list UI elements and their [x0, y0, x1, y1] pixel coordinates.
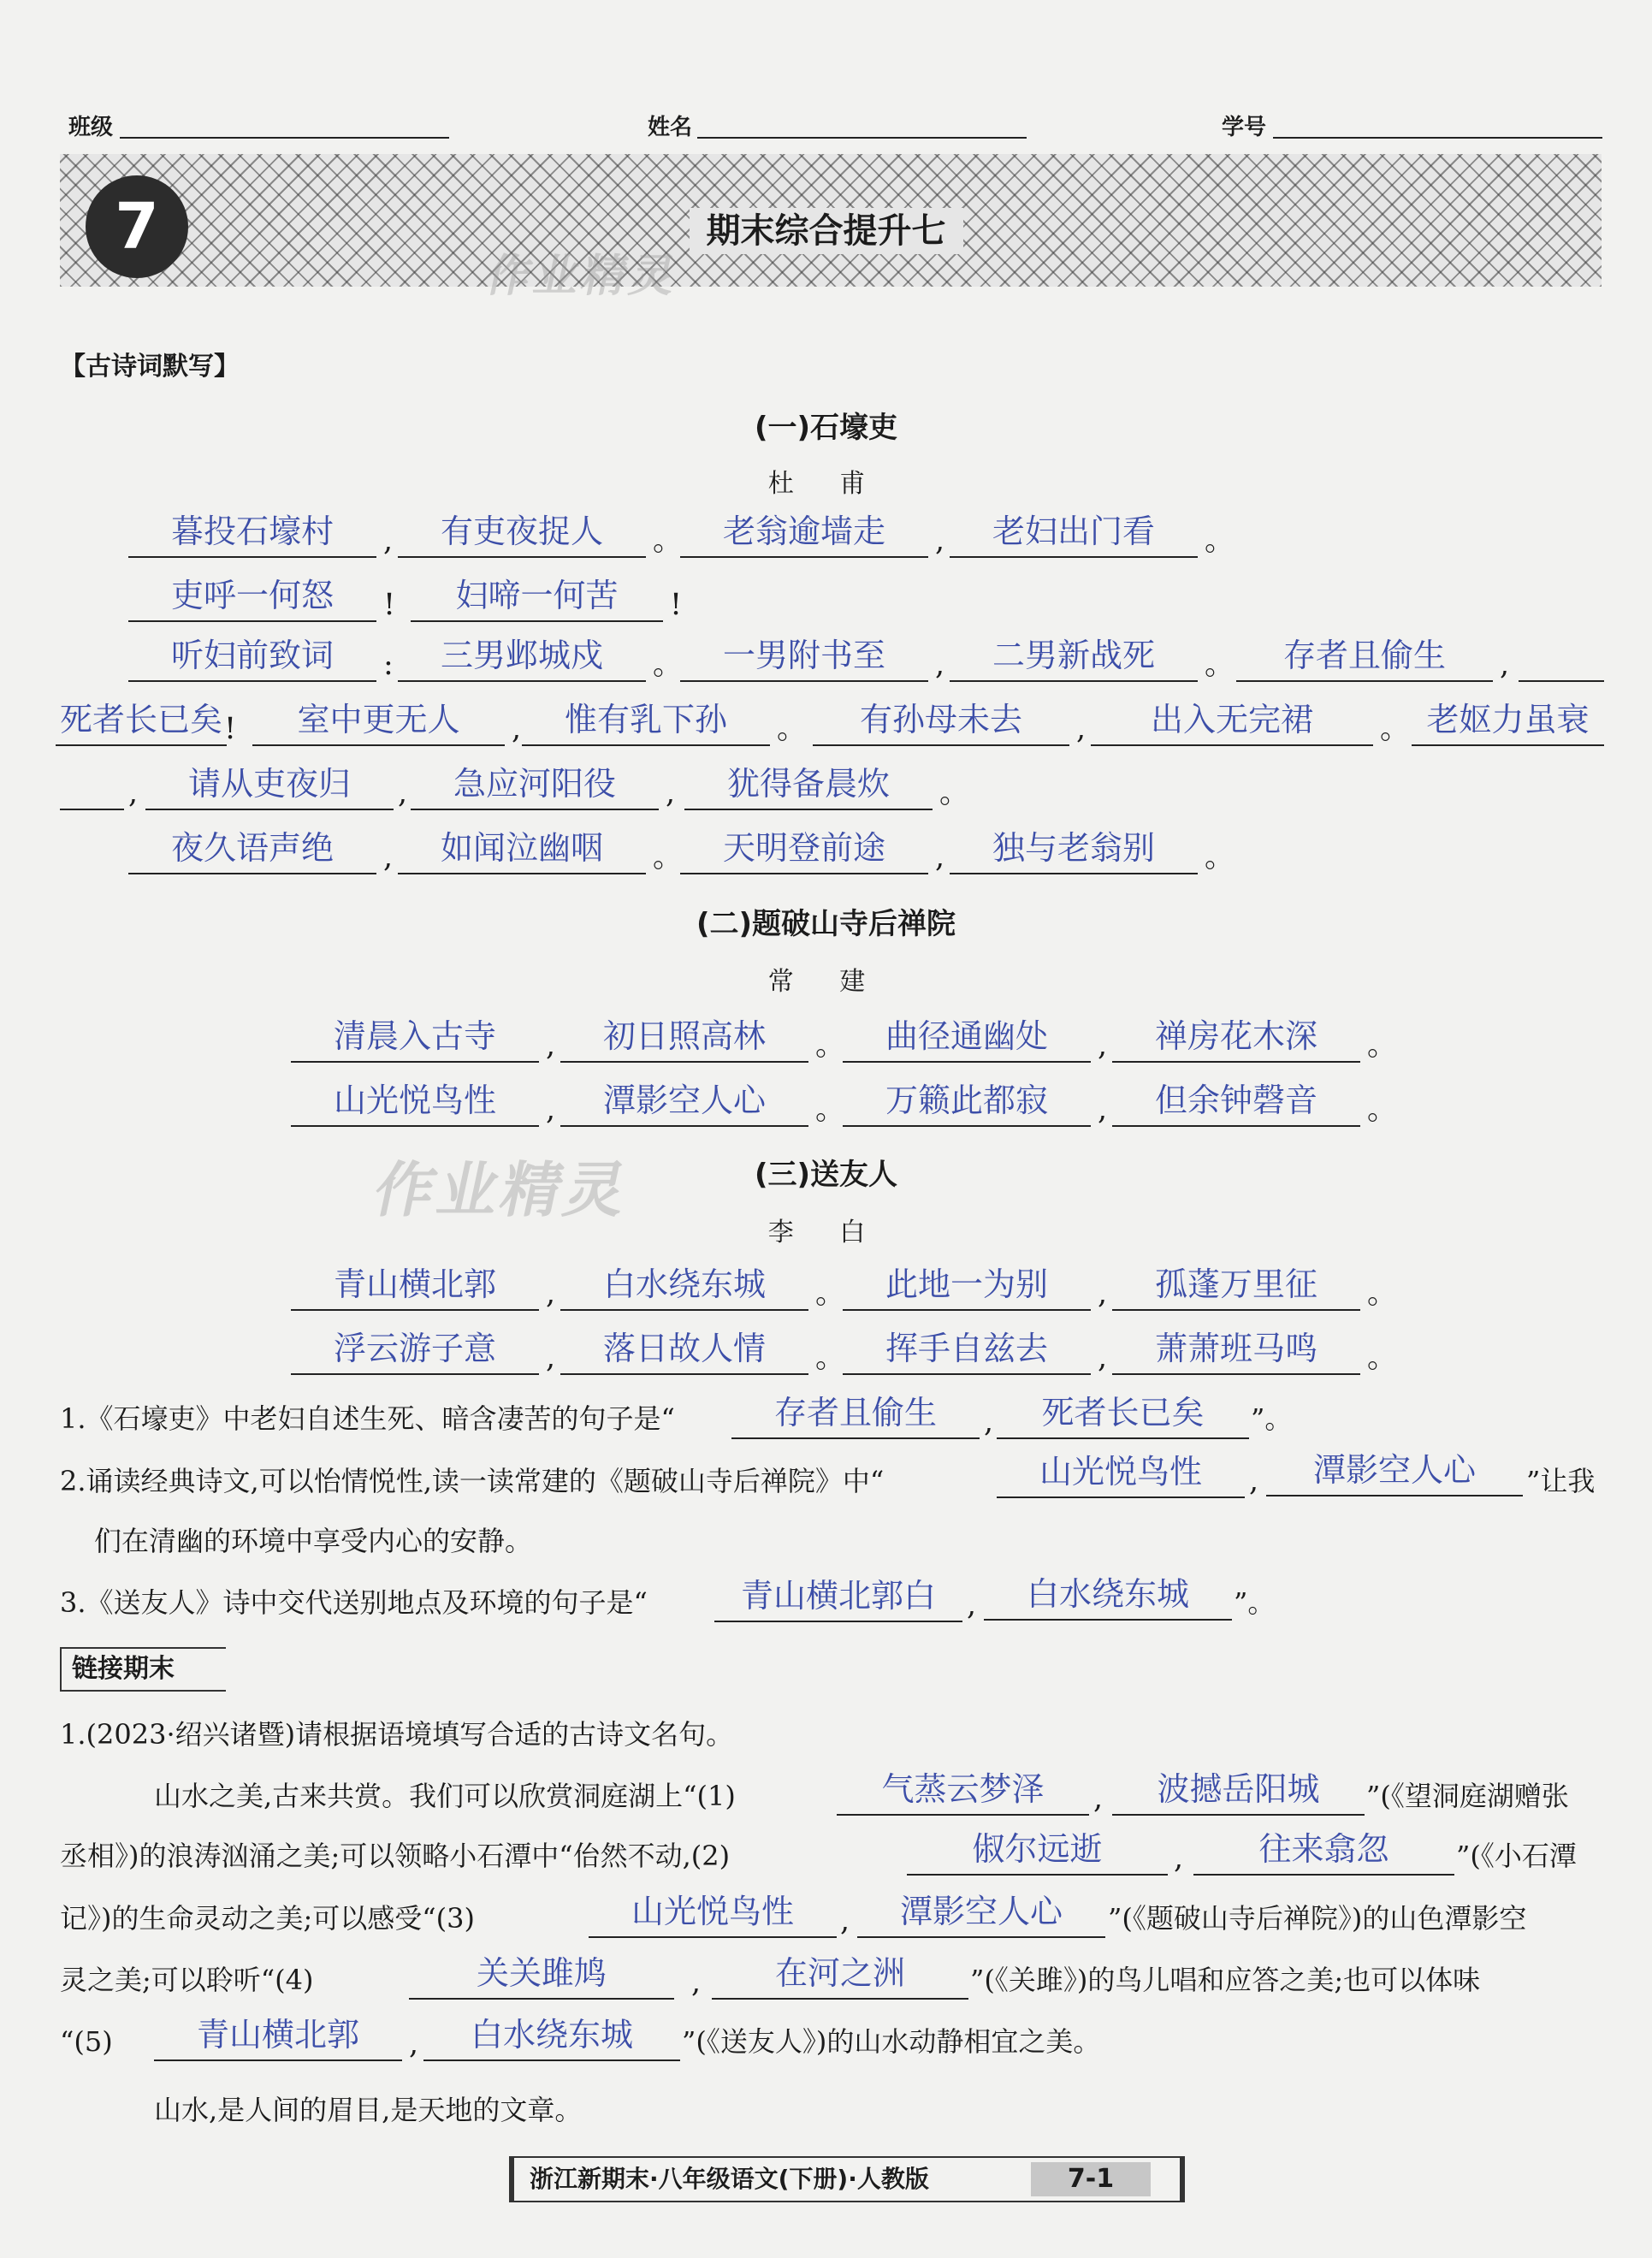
punct: ,: [666, 776, 676, 810]
punct: ,: [546, 1028, 556, 1063]
punct: ,: [691, 1965, 702, 2000]
punct: ,: [1249, 1464, 1259, 1498]
ex-blank-3b[interactable]: 潭影空人心: [857, 1892, 1105, 1938]
punct: 。: [939, 776, 970, 810]
punct: !: [224, 712, 237, 746]
blank-p1-r5-0[interactable]: [60, 764, 124, 810]
punct: ,: [512, 712, 522, 746]
q2-tail: ”让我: [1526, 1465, 1596, 1497]
punct: ,: [546, 1277, 556, 1311]
blank-p1-r4-1[interactable]: 死者长已矣: [56, 700, 227, 746]
punct: ,: [398, 776, 408, 810]
punct: 。: [1367, 1277, 1398, 1311]
watermark-top: 作业精灵: [481, 250, 684, 302]
blank-p1-r6-3[interactable]: 天明登前途: [680, 828, 928, 874]
q1-text: 1.《石壕吏》中老妇自述生死、暗含凄苦的句子是“: [60, 1402, 675, 1435]
q3-blank-1[interactable]: 青山横北郭白: [714, 1576, 962, 1622]
blank-p3-r2-4[interactable]: 萧萧班马鸣: [1112, 1329, 1360, 1375]
blank-p1-r6-4[interactable]: 独与老翁别: [950, 828, 1198, 874]
id-label: 学号: [1222, 115, 1267, 140]
chapter-badge: 7: [86, 175, 188, 278]
punct: ,: [935, 648, 945, 682]
ex-intro: 1.(2023·绍兴诸暨)请根据语境填写合适的古诗文名句。: [60, 1718, 734, 1751]
punct: ,: [383, 840, 394, 874]
ex-line5-a: “(5): [60, 2025, 113, 2058]
punct: 。: [815, 1093, 846, 1127]
q2-blank-2[interactable]: 潭影空人心: [1266, 1450, 1523, 1496]
ex-line4-b: ”(《关雎》)的鸟儿唱和应答之美;也可以体味: [970, 1964, 1481, 1996]
blank-p1-r4-2[interactable]: 室中更无人: [252, 700, 505, 746]
punct: ,: [1098, 1341, 1108, 1375]
ex-closing: 山水,是人间的眉目,是天地的文章。: [154, 2094, 583, 2126]
punct: ,: [1098, 1028, 1108, 1063]
blank-p2-r1-3[interactable]: 曲径通幽处: [843, 1016, 1091, 1063]
punct: 。: [1367, 1341, 1398, 1375]
ex-blank-1a[interactable]: 气蒸云梦泽: [837, 1769, 1089, 1816]
name-field[interactable]: [697, 137, 1027, 139]
blank-p1-r4-5[interactable]: 出入无完裙: [1091, 700, 1373, 746]
ex-blank-2a[interactable]: 俶尔远逝: [907, 1829, 1168, 1876]
blank-p1-r5-2[interactable]: 急应河阳役: [411, 764, 659, 810]
blank-p1-r6-2[interactable]: 如闻泣幽咽: [398, 828, 646, 874]
ex-blank-5b[interactable]: 白水绕东城: [423, 2015, 680, 2061]
blank-p2-r1-2[interactable]: 初日照高林: [560, 1016, 808, 1063]
ex-line5-b: ”(《送友人》)的山水动静相宜之美。: [682, 2025, 1101, 2058]
blank-p1-r5-3[interactable]: 犹得备晨炊: [684, 764, 933, 810]
blank-p1-r4-3[interactable]: 惟有乳下孙: [522, 700, 770, 746]
blank-p1-r4-4[interactable]: 有孙母未去: [813, 700, 1069, 746]
class-label: 班级: [68, 115, 114, 140]
punct: ,: [840, 1904, 850, 1938]
poem1-author: 杜 甫: [767, 469, 885, 499]
blank-p3-r2-2[interactable]: 落日故人情: [560, 1329, 808, 1375]
blank-p1-r1-3[interactable]: 老翁逾墙走: [680, 512, 928, 558]
q1-blank-2[interactable]: 死者长已矣: [997, 1393, 1249, 1439]
blank-p1-r1-2[interactable]: 有吏夜捉人: [398, 512, 646, 558]
ex-line3-b: ”(《题破山寺后禅院》)的山色潭影空: [1108, 1902, 1527, 1935]
poem3-author: 李 白: [767, 1218, 885, 1248]
page-title-text: 期末综合提升七: [690, 208, 963, 254]
name-label: 姓名: [648, 115, 693, 140]
punct: ,: [546, 1093, 556, 1127]
punct: ,: [984, 1405, 994, 1439]
punct: 。: [815, 1277, 846, 1311]
punct: ,: [409, 2027, 419, 2061]
blank-p1-r3-3[interactable]: 一男附书至: [680, 636, 928, 682]
blank-p1-r2-2[interactable]: 妇啼一何苦: [411, 576, 663, 622]
q2-blank-1[interactable]: 山光悦鸟性: [997, 1452, 1245, 1498]
punct: ,: [1174, 1841, 1184, 1876]
punct: 。: [653, 840, 684, 874]
punct: ,: [1098, 1277, 1108, 1311]
ex-line1-a: 山水之美,古来共赏。我们可以欣赏洞庭湖上“(1): [154, 1780, 736, 1812]
blank-p3-r2-1[interactable]: 浮云游子意: [291, 1329, 539, 1375]
punct: ,: [383, 524, 394, 558]
ex-line1-b: ”(《望洞庭湖赠张: [1366, 1780, 1569, 1812]
blank-p1-r5-1[interactable]: 请从吏夜归: [145, 764, 394, 810]
punct: 。: [653, 648, 684, 682]
ex-blank-4a[interactable]: 关关雎鸠: [409, 1953, 674, 2000]
ex-blank-4b[interactable]: 在河之洲: [712, 1953, 968, 2000]
q3-close-quote: ”。: [1234, 1586, 1276, 1619]
punct: 。: [1380, 712, 1411, 746]
punct: ,: [546, 1341, 556, 1375]
punct: 。: [815, 1028, 846, 1063]
q3-text: 3.《送友人》诗中交代送别地点及环境的句子是“: [60, 1586, 648, 1619]
ex-line2-a: 丞相》)的浪涛汹涌之美;可以领略小石潭中“佁然不动,(2): [60, 1840, 731, 1872]
poem2-author: 常 建: [767, 967, 885, 997]
section-label: 【古诗词默写】: [60, 352, 240, 382]
ex-blank-3a[interactable]: 山光悦鸟性: [589, 1892, 837, 1938]
punct: :: [383, 648, 394, 682]
punct: 。: [1205, 648, 1235, 682]
page-title: [0, 204, 1652, 252]
punct: ,: [935, 840, 945, 874]
ex-line2-b: ”(《小石潭: [1456, 1840, 1577, 1872]
id-field[interactable]: [1273, 137, 1602, 139]
blank-p1-r2-1[interactable]: 吏呼一何怒: [128, 576, 376, 622]
q2-line2: 们在清幽的环境中享受内心的安静。: [94, 1525, 533, 1557]
blank-p1-r3-2[interactable]: 三男邺城戍: [398, 636, 646, 682]
punct: !: [383, 588, 396, 622]
punct: 。: [1367, 1028, 1398, 1063]
ex-blank-5a[interactable]: 青山横北郭: [154, 2015, 402, 2061]
punct: 。: [653, 524, 684, 558]
punct: ,: [1098, 1093, 1108, 1127]
blank-p1-r1-4[interactable]: 老妇出门看: [950, 512, 1198, 558]
link-final-tag: 链接期末: [60, 1647, 226, 1692]
blank-p3-r1-1[interactable]: 青山横北郭: [291, 1265, 539, 1311]
blank-p2-r2-3[interactable]: 万籁此都寂: [843, 1081, 1091, 1127]
punct: ,: [935, 524, 945, 558]
punct: ,: [128, 776, 139, 810]
blank-p2-r2-1[interactable]: 山光悦鸟性: [291, 1081, 539, 1127]
blank-p2-r1-1[interactable]: 清晨入古寺: [291, 1016, 539, 1063]
punct: 。: [1205, 524, 1235, 558]
blank-p3-r1-3[interactable]: 此地一为别: [843, 1265, 1091, 1311]
blank-p1-r3-5[interactable]: 存者且偷生: [1236, 636, 1493, 682]
blank-p2-r1-4[interactable]: 禅房花木深: [1112, 1016, 1360, 1063]
class-field[interactable]: [120, 137, 449, 139]
blank-p3-r1-2[interactable]: 白水绕东城: [560, 1265, 808, 1311]
ex-line4-a: 灵之美;可以聆听“(4): [60, 1964, 314, 1996]
punct: ,: [1076, 712, 1087, 746]
poem3-title: (三)送友人: [754, 1158, 898, 1192]
punct: ,: [1093, 1781, 1104, 1816]
punct: ,: [967, 1588, 977, 1622]
ex-line3-a: 记》)的生命灵动之美;可以感受“(3): [60, 1902, 475, 1935]
blank-p1-r1-1[interactable]: 暮投石壕村: [128, 512, 376, 558]
ex-blank-2b[interactable]: 往来翕忽: [1193, 1829, 1454, 1876]
punct: !: [670, 588, 683, 622]
punct: 。: [1367, 1093, 1398, 1127]
blank-p2-r2-2[interactable]: 潭影空人心: [560, 1081, 808, 1127]
blank-p1-r3-6[interactable]: [1519, 636, 1604, 682]
q2-text: 2.诵读经典诗文,可以怡情悦性,读一读常建的《题破山寺后禅院》中“: [60, 1465, 885, 1497]
blank-p3-r2-3[interactable]: 挥手自兹去: [843, 1329, 1091, 1375]
poem1-title: (一)石壕吏: [754, 411, 898, 445]
q1-blank-1[interactable]: 存者且偷生: [731, 1393, 980, 1439]
blank-p2-r2-4[interactable]: 但余钟磬音: [1112, 1081, 1360, 1127]
poem2-title: (二)题破山寺后禅院: [696, 907, 956, 941]
punct: 。: [1205, 840, 1235, 874]
punct: ,: [1500, 648, 1510, 682]
footer-text: 浙江新期末·八年级语文(下册)·人教版: [530, 2165, 929, 2193]
q3-blank-2[interactable]: 白水绕东城: [984, 1574, 1232, 1621]
blank-p1-r3-4[interactable]: 二男新战死: [950, 636, 1198, 682]
blank-p1-r3-1[interactable]: 听妇前致词: [128, 636, 376, 682]
ex-blank-1b[interactable]: 波撼岳阳城: [1112, 1769, 1365, 1816]
punct: 。: [815, 1341, 846, 1375]
blank-p3-r1-4[interactable]: 孤蓬万里征: [1112, 1265, 1360, 1311]
page-number: 7-1: [1031, 2162, 1151, 2196]
q1-close-quote: ”。: [1251, 1402, 1293, 1435]
blank-p1-r4-6[interactable]: 老妪力虽衰: [1412, 700, 1604, 746]
punct: 。: [777, 712, 808, 746]
watermark-middle: 作业精灵: [368, 1154, 637, 1225]
blank-p1-r6-1[interactable]: 夜久语声绝: [128, 828, 376, 874]
